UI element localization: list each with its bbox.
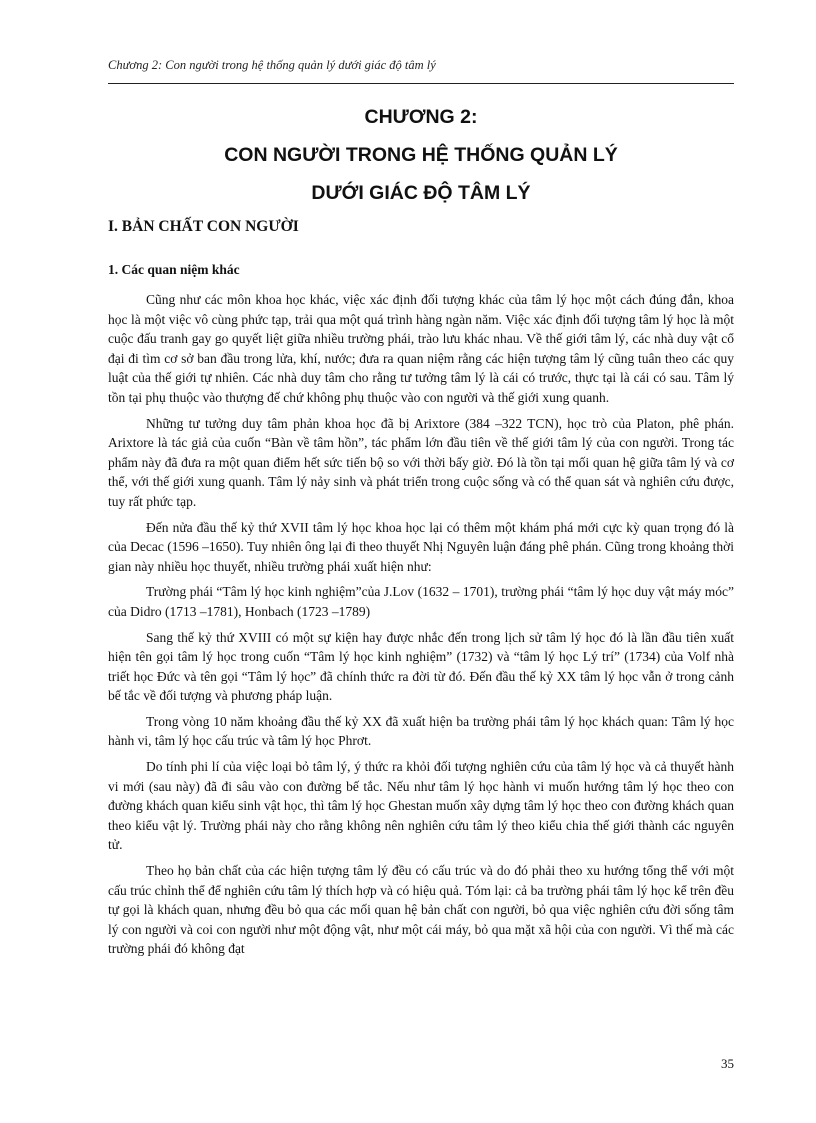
chapter-title-line-1: CHƯƠNG 2:: [364, 106, 478, 128]
paragraph: Đến nửa đầu thế kỷ thứ XVII tâm lý học khoa học lại có thêm một khám phá mới cực kỳ quan trọng đó là của Decac (1596 –1650). Tuy nhiên ông lại đi theo thuyết Nhị Nguyên luận đáng phê phán. Cũng trong khoảng thời gian này nhiều học thuyết, nhiều trường phái xuất hiện như:: [108, 519, 734, 574]
running-header: Chương 2: Con người trong hệ thống quản lý dưới giác độ tâm lý: [108, 58, 436, 72]
chapter-title-line-2: CON NGƯỜI TRONG HỆ THỐNG QUẢN LÝ: [224, 144, 618, 166]
chapter-title-line-3: DƯỚI GIÁC ĐỘ TÂM LÝ: [311, 182, 531, 204]
paragraph: Những tư tưởng duy tâm phản khoa học đã bị Arixtore (384 –322 TCN), học trò của Platon, phê phán. Arixtore là tác giả của cuốn “Bàn về tâm hồn”, tác phẩm lớn đầu tiên về thế giới tâm lý của con người. Trong tác phẩm này đã đưa ra một quan điểm hết sức tiến bộ so với thời bấy giờ. Đó là tồn tại mối quan hệ giữa tâm lý và cơ thể, với thế giới xung quanh. Tâm lý nảy sinh và phát triển trong cuộc sống và có thể quan sát và nghiên cứu được, tuy rất phức tạp.: [108, 415, 734, 509]
paragraph: Sang thế kỷ thứ XVIII có một sự kiện hay được nhắc đến trong lịch sử tâm lý học đó là lần đầu tiên xuất hiện tên gọi tâm lý học trong cuốn “Tâm lý học kinh nghiệm” (1732) và “tâm lý học Lý trí” (1734) của Volf nhà triết học Đức và tên gọi “Tâm lý học” đã chính thức ra đời từ đó. Đến đầu thế kỷ XX tâm lý học vẫn ở trong cảnh bế tắc về đối tượng và phương pháp luận.: [108, 629, 734, 704]
paragraph: Trong vòng 10 năm khoảng đầu thế kỷ XX đã xuất hiện ba trường phái tâm lý học khách quan: Tâm lý học hành vi, tâm lý học cấu trúc và tâm lý học Phrơt.: [108, 713, 734, 749]
paragraph: Do tính phi lí của việc loại bỏ tâm lý, ý thức ra khỏi đối tượng nghiên cứu của tâm lý học và cả thuyết hành vi mới (sau này) đã đi sâu vào con đường bế tắc. Nếu như tâm lý học hành vi muốn hướng tâm lý học theo con đường khách quan kiểu sinh vật học, thì tâm lý học Ghestan muốn xây dựng tâm lý học theo con đường khách quan theo kiểu vật lý. Trường phái này cho rằng không nên nghiên cứu tâm lý theo kiểu chia thế giới thành các nguyên tử.: [108, 759, 734, 853]
subsection-heading: 1. Các quan niệm khác: [108, 262, 240, 277]
body-text: [108, 290, 734, 965]
page-number: 35: [721, 1056, 734, 1071]
paragraph: Cũng như các môn khoa học khác, việc xác định đối tượng khác của tâm lý học một cách đúng đắn, khoa học là một việc vô cùng phức tạp, trải qua một quá trình hàng ngàn năm. Việc xác định đối tượng tâm lý học là một cuộc đấu tranh gay go quyết liệt giữa nhiều trường phái, trào lưu khác nhau. Về thế giới tâm lý, các nhà duy vật cổ đại đi tìm cơ sở ban đầu trong lửa, khí, nước; đưa ra quan niệm rằng các hiện tượng tâm lý cũng tuân theo các quy luật của thế giới tự nhiên. Các nhà duy tâm cho rằng tư tưởng tâm lý là cái có trước, thực tại là cái có sau. Tâm lý tồn tại phụ thuộc vào thượng đế chứ không phụ thuộc vào con người và thế giới xung quanh.: [108, 292, 734, 405]
chapter-title: [108, 98, 734, 212]
section-heading: I. BẢN CHẤT CON NGƯỜI: [108, 218, 299, 235]
paragraph: Theo họ bản chất của các hiện tượng tâm lý đều có cấu trúc và do đó phải theo xu hướng tổng thể với một cấu trúc chỉnh thể để nghiên cứu tâm lý thích hợp và có hiệu quả. Tóm lại: cả ba trường phái tâm lý học kể trên đều tự gọi là khách quan, nhưng đều bỏ qua các mối quan hệ bản chất con người, bỏ qua việc nghiên cứu đời sống tâm lý con người và coi con người như một động vật, như một cái máy, bỏ qua mặt xã hội của con người. Vì thế mà các trường phái đó không đạt: [108, 863, 734, 957]
header-rule: [108, 83, 734, 84]
paragraph: Trường phái “Tâm lý học kinh nghiệm”của J.Lov (1632 – 1701), trường phái “tâm lý học duy vật máy móc” của Didro (1713 –1781), Honbach (1723 –1789): [108, 584, 734, 619]
